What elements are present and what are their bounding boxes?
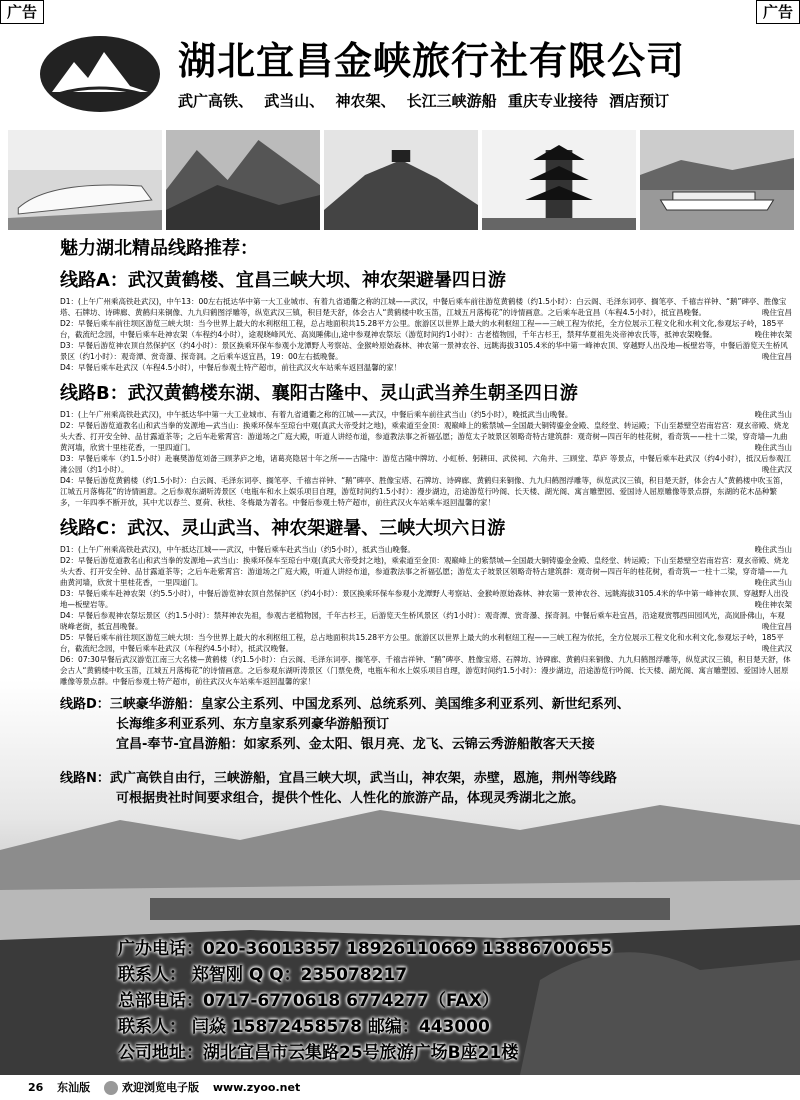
photo-train <box>8 130 162 230</box>
route-n-line-1: 线路N：武广高铁自由行，三峡游船，宜昌三峡大坝，武当山，神农架，赤壁，恩施，荆州等线路 <box>60 771 617 786</box>
day-lodging: 晚住武当山 <box>754 410 792 419</box>
photo-strip <box>8 130 794 230</box>
day-lodging: 晚住神农架 <box>754 330 792 339</box>
route-d-line-2: 长海维多利亚系列、东方皇家系列豪华游船预订 <box>116 717 390 732</box>
globe-icon <box>104 1081 118 1095</box>
route-c-day-1 <box>60 544 792 555</box>
photo-cruise-ship <box>640 130 794 230</box>
contact-person-qq: 联系人： 郑智刚 Q Q：235078217 <box>118 965 408 985</box>
edition-label: 东汕版 <box>57 1081 91 1094</box>
route-b-day-2 <box>60 420 792 453</box>
header <box>0 22 800 130</box>
photo-yellow-crane-tower <box>482 130 636 230</box>
day-lodging: 晚住宜昌 <box>762 308 792 317</box>
day-text: D3：早餐后乘车赴神农架（约5.5小时），中餐后游览神农顶自然保护区（约4小时）：景区换乘环保车参观小龙潭野人考察站、金猴岭原始森林、神农第一景神农谷、远眺海拔3105.4米的华中第一峰神农顶、穿越野人出没地—板壁岩等。 <box>60 589 789 609</box>
route-a-day-1 <box>60 296 792 318</box>
photo-mountain-forest <box>166 130 320 230</box>
company-name: 湖北宜昌金峡旅行社有限公司 <box>178 39 686 83</box>
day-lodging: 晚住武汉 <box>762 465 792 474</box>
day-text: D6：07:30早餐后武汉游览江南三大名楼—黄鹤楼（约1.5小时）：白云阁、毛泽东词亭、搁笔亭、千禧吉祥钟、“鹅”碑亭、胜像宝塔、石牌坊、诗碑廊、黄鹤归来铜像、九九归鹤图浮雕等，纵览武汉三镇，积目楚天舒，体会古人“黄鹤楼中吹玉笛，江城五月落梅花”的诗情画意。之后参观东湖听涛景区（门票免费，电瓶车和水上娱乐项目自理，游览时间约1.5小时）：漫步湖边，沿途游览行吟阁、长天楼、湖光阁、寓言雕塑园、爱国诗人屈原雕像等景点群。中餐后参观土特产超市，前往武汉火车站乘车返回温馨的家！ <box>60 655 791 686</box>
route-a-day-4 <box>60 362 792 373</box>
day-lodging: 晚住武当山 <box>754 443 792 452</box>
day-text: D3：早餐后乘车（约1.5小时）赴襄樊游览刘备三顾茅庐之地，诸葛亮隐居十年之所——古隆中：游览古隆中牌坊、小虹桥、躬耕田、武侯祠、六角井、三顾堂、草庐 等景点，中餐后乘车赴武汉（约4小时），抵汉后参观江滩公园（约1小时）。 <box>60 454 791 474</box>
route-b-day-4 <box>60 475 792 508</box>
ad-tag-left: 广告 <box>0 0 44 24</box>
route-d-line-3: 宜昌-奉节-宜昌游船：如家系列、金太阳、银月亮、龙飞、云锦云秀游船散客天天接 <box>116 737 595 752</box>
route-a-day-2 <box>60 318 792 340</box>
route-c-day-3 <box>60 588 792 610</box>
services-line: 武广高铁、 武当山、 神农架、 长江三峡游船 重庆专业接待 酒店预订 <box>178 92 670 110</box>
mountain-logo-icon <box>38 34 162 114</box>
day-text: D3：早餐后游览神农顶自然保护区（约4小时）：景区换乘环保车参观小龙潭野人考察站、金猴岭原始森林、神农第一景神农谷、远眺海拔3105.4米的华中第一峰神农顶、穿越野人出没地—板壁岩等，中餐后游览天生桥风景区（约1小时）：观奇潭、赏奇瀑、探奇洞。之后乘车返宜昌，19：00左右抵晚餐。 <box>60 341 788 361</box>
day-text: D4：早餐后乘车赴武汉（车程4.5小时），中餐后参观土特产超市，前往武汉火车站乘车返回温馨的家！ <box>60 363 402 372</box>
day-text: D1：(上午广州乘高铁赴武汉)，中午13：00左右抵达华中第一大工业城市、有着九省通衢之称的江城——武汉，中餐后乘车前往游览黄鹤楼（约1.5小时）：白云阁、毛泽东词亭、搁笔亭、千禧吉祥钟、“鹅”碑亭、胜像宝塔、石牌坊、诗碑廊、黄鹤归来铜像、九九归鹤图浮雕等，纵览武汉三镇，积目楚天舒，体会古人“黄鹤楼中吹玉笛，江城五月落梅花”的诗情画意。之后乘车赴宜昌（车程4.5小时），抵宜昌晚餐。 <box>60 297 787 317</box>
website-link[interactable]: www.zyoo.net <box>212 1081 301 1094</box>
ad-tag-right: 广告 <box>756 0 800 24</box>
section-title: 魅力湖北精品线路推荐： <box>60 238 258 259</box>
route-b-day-1 <box>60 409 792 420</box>
day-lodging: 晚住宜昌 <box>762 622 792 631</box>
day-text: D2：早餐后游览道教名山和武当拳的发源地—武当山：换乘环保车至琼台中观(真武大帝受封之地)，乘索道至金顶：观巅峰上的紫禁城—全国最大铜铸鎏金金殿、皇经堂、转运殿；下山至悬壁空岩南岩宫：观玄帝殿、烧龙头大香、打开安全钟、品甘露道茶等；之后车赴紫霄宫：游道场之广庭大殿，听道人讲经布道，参道教法事之祈福弘愿；游览太子坡景区领略奇特古建筑群：观奇树—四百年的桂花树，看奇筑—一柱十二梁，穿奇墙——九曲黄河墙，欣赏十里桂花香，一里四道门。 <box>60 556 789 587</box>
main-content <box>60 234 792 809</box>
day-lodging: 晚住武当山 <box>754 578 792 587</box>
day-text: D2：早餐后乘车前往坝区游览三峡大坝：当今世界上最大的水利枢纽工程，总占地面积共15.28平方公里。旅游区以世界上最大的水利枢纽工程——三峡工程为依托，全方位展示工程文化和水利文化,参观坛子岭，185平台，截流纪念园，中餐后乘车赴神农架（车程约4小时），途观晓峰风光、高岚睡佛山,途中参观神农祭坛（游览时间约1小时）：古老植物园，千年古杉王，禁拜华夏祖先炎帝神农氏等，抵神农架晚餐。 <box>60 319 784 339</box>
company-address: 公司地址：湖北宜昌市云集路25号旅游广场B座21楼 <box>118 1043 519 1063</box>
day-lodging: 晚住武当山 <box>754 545 792 554</box>
contact-person-postcode: 联系人： 闫焱 15872458578 邮编：443000 <box>118 1017 490 1037</box>
promo-text: 欢迎浏览电子版 <box>122 1081 199 1094</box>
hq-phone: 总部电话：0717-6770618 6774277（FAX） <box>118 991 499 1011</box>
route-b-day-3 <box>60 453 792 475</box>
day-lodging: 晚住神农架 <box>754 600 792 609</box>
route-d-line-1: 线路D：三峡豪华游船：皇家公主系列、中国龙系列、总统系列、美国维多利亚系列、新世纪系列、 <box>60 697 630 712</box>
day-text: D2：早餐后游览道教名山和武当拳的发源地—武当山：换乘环保车至琼台中观(真武大帝受封之地)，乘索道至金顶：观巅峰上的紫禁城—全国最大铜铸鎏金金殿、皇经堂、转运殿；下山至悬壁空岩南岩宫：观玄帝殿、烧龙头大香、打开安全钟、品甘露道茶等；之后车赴紫霄宫：游道场之广庭大殿，听道人讲经布道，参道教法事之祈福弘愿；游览太子坡景区领略奇特古建筑群：观奇树—四百年的桂花树，看奇筑——柱十二梁，穿奇墙—九曲黄河墙，欣赏十里桂花香，一里四道门。 <box>60 421 789 452</box>
route-c-day-5 <box>60 632 792 654</box>
route-b-title: 线路B：武汉黄鹤楼东湖、襄阳古隆中、灵山武当养生朝圣四日游 <box>60 383 578 404</box>
contact-block <box>118 936 612 1066</box>
route-a-day-3 <box>60 340 792 362</box>
photo-summit-temple <box>324 130 478 230</box>
route-c-title: 线路C：武汉、灵山武当、神农架避暑、三峡大坝六日游 <box>60 518 506 539</box>
route-c-day-6 <box>60 654 792 687</box>
day-text: D4：早餐后游览黄鹤楼（约1.5小时）：白云阁、毛泽东词亭、搁笔亭、千禧吉祥钟、“鹅”碑亭、胜像宝塔、石牌坊、诗碑廊、黄鹤归来铜像、九九归鹤图浮雕等，纵览武汉三镇，积目楚天舒，体会古人“黄鹤楼中吹玉笛，江城五月落梅花”的诗情画意。之后参观东湖听涛景区（电瓶车和水上娱乐项目自理，游览时间约1.5小时）：漫步湖边，沿途游览行吟阁、长天楼、湖光阁、寓言雕塑园、爱国诗人屈原雕像等景点群，东湖的花木品种繁多，一年四季不断开放，其中尤以春兰、夏荷、秋桂、冬梅最为著名。中餐后参观土特产超市，前往武汉火车站乘车返回温馨的家！ <box>60 476 788 507</box>
day-lodging: 晚住宜昌 <box>762 352 792 361</box>
day-text: D1：(上午广州乘高铁赴武汉)，中午抵达华中第一大工业城市、有着九省通衢之称的江城——武汉，中餐后乘车前往武当山（约5小时），晚抵武当山晚餐。 <box>60 410 573 419</box>
day-text: D5：早餐后乘车前往坝区游览三峡大坝：当今世界上最大的水利枢纽工程，总占地面积共15.28平方公里。旅游区以世界上最大的水利枢纽工程——三峡工程为依托，全方位展示工程文化和水利文化,参观坛子岭，185平台，截流纪念园，中餐后乘车赴武汉（车程约4.5小时），抵武汉晚餐。 <box>60 633 784 653</box>
guangzhou-phone: 广办电话：020-36013357 18926110669 13886700655 <box>118 939 613 959</box>
day-lodging: 晚住武汉 <box>762 644 792 653</box>
route-a-title: 线路A：武汉黄鹤楼、宜昌三峡大坝、神农架避暑四日游 <box>60 270 506 291</box>
route-c-day-2 <box>60 555 792 588</box>
route-c-day-4 <box>60 610 792 632</box>
page-number: 26 <box>28 1081 44 1094</box>
route-n-line-2: 可根据贵社时间要求组合，提供个性化、人性化的旅游产品，体现灵秀湖北之旅。 <box>116 791 585 806</box>
day-text: D1：(上午广州乘高铁赴武汉)，中午抵达江城——武汉，中餐后乘车赴武当山（约5小时），抵武当山晚餐。 <box>60 545 415 554</box>
footer <box>0 1076 800 1100</box>
day-text: D4：早餐后参观神农祭坛景区（约1.5小时）：禁拜神农先祖，参观古老植物园，千年古杉王，后游览天生桥风景区（约1小时）：观奇潭、赏奇瀑、探奇洞。中餐后乘车赴宜昌，沿途观赏鄂西田园风光，高岚卧佛山，车观晓峰老街，抵宜昌晚餐。 <box>60 611 785 631</box>
